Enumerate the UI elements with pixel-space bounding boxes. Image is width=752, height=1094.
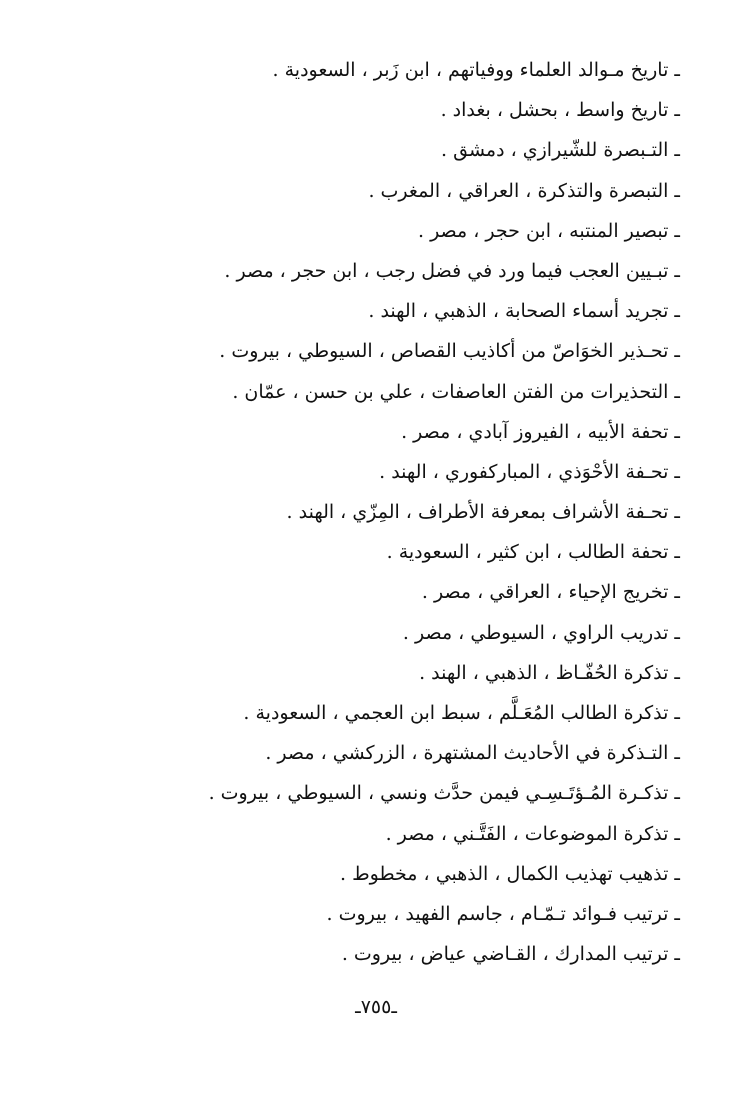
bibliography-entry: ـ تذكرة الموضوعات ، الفَتَّـني ، مصر .	[385, 822, 680, 845]
bibliography-entry: ـ تدريب الراوي ، السيوطي ، مصر .	[402, 621, 680, 644]
bibliography-entry: ـ التحذيرات من الفتن العاصفات ، علي بن حسن ، عمّان .	[232, 380, 680, 403]
bibliography-list	[80, 50, 680, 974]
bibliography-entry: ـ ترتيب المدارك ، القـاضي عياض ، بيروت .	[341, 943, 680, 966]
bibliography-entry: ـ تذكرة الحُفّـاظ ، الذهبي ، الهند .	[419, 661, 680, 684]
bibliography-entry: ـ تحـفة الأشراف بمعرفة الأطراف ، المِزّي ، الهند .	[286, 501, 680, 524]
bibliography-entry: ـ تذكـرة المُـؤتَـسِـي فيمن حدَّث ونسي ، السيوطي ، بيروت .	[208, 782, 680, 805]
page-number: ـ٧٥٥ـ	[355, 996, 397, 1018]
bibliography-entry: ـ التـبصرة للشّيرازي ، دمشق .	[441, 139, 680, 162]
bibliography-entry: ـ تاريخ واسط ، بحشل ، بغداد .	[440, 99, 680, 122]
bibliography-entry: ـ تحـذير الخوَاصّ من أكاذيب القصاص ، السيوطي ، بيروت .	[219, 340, 680, 363]
bibliography-entry: ـ تاريخ مـوالد العلماء ووفياتهم ، ابن زَبر ، السعودية .	[272, 59, 680, 81]
bibliography-entry: ـ ترتيب فـوائد تـمّـام ، جاسم الفهيد ، بيروت .	[326, 902, 680, 925]
bibliography-entry: ـ تبصير المنتبه ، ابن حجر ، مصر .	[417, 219, 680, 242]
bibliography-entry: ـ التـذكرة في الأحاديث المشتهرة ، الزركشي ، مصر .	[265, 742, 680, 765]
bibliography-entry: ـ تجريد أسماء الصحابة ، الذهبي ، الهند .	[368, 300, 680, 323]
bibliography-entry: ـ التبصرة والتذكرة ، العراقي ، المغرب .	[368, 179, 680, 202]
bibliography-entry: ـ تذهيب تهذيب الكمال ، الذهبي ، مخطوط .	[339, 862, 680, 885]
bibliography-entry: ـ تحفة الأبيه ، الفيروز آبادي ، مصر .	[401, 420, 680, 443]
bibliography-entry: ـ تذكرة الطالب المُعَـلَّم ، سبط ابن العجمي ، السعودية .	[243, 702, 680, 724]
bibliography-entry: ـ تحـفة الأحْوَذي ، المباركفوري ، الهند .	[379, 460, 680, 483]
bibliography-entry: ـ تخريج الإحياء ، العراقي ، مصر .	[421, 581, 680, 604]
bibliography-entry: ـ تحفة الطالب ، ابن كثير ، السعودية .	[386, 541, 680, 564]
bibliography-entry: ـ تبـيين العجب فيما ورد في فضل رجب ، ابن حجر ، مصر .	[224, 259, 680, 282]
